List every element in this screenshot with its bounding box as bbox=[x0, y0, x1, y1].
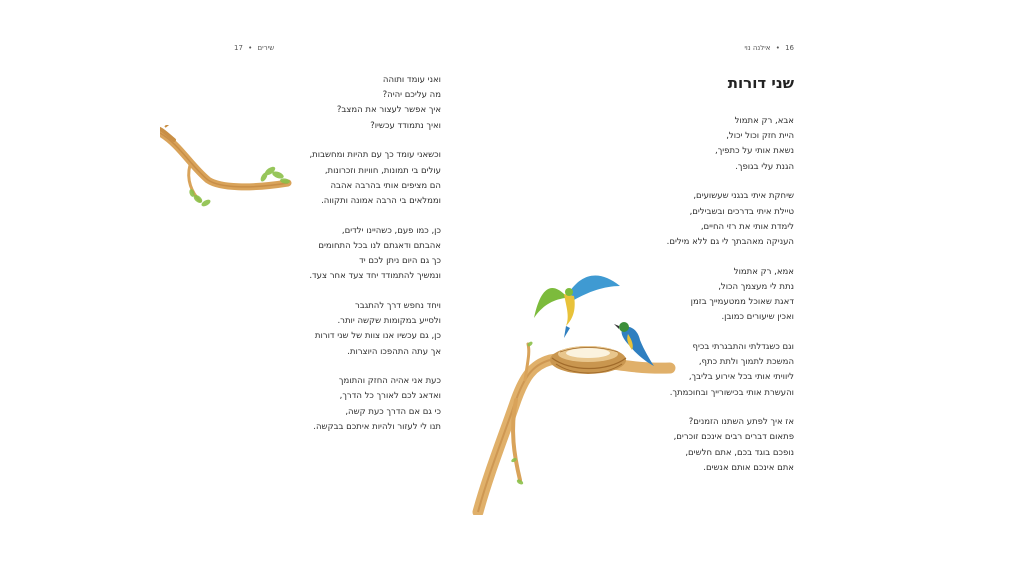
right-poem-line: שיחקת איתי בנגני שעשועים, bbox=[693, 191, 794, 202]
right-poem-line: נתת לי מעצמך הכול, bbox=[718, 281, 794, 292]
left-poem-line: איך אפשר לעצור את המצב? bbox=[336, 105, 441, 116]
right-poem-line: ואכין שיעורים כמובן. bbox=[721, 312, 794, 323]
poem-title: שני דורות bbox=[727, 74, 794, 92]
left-poem-line: ואיך נתמודד עכשיו? bbox=[370, 120, 441, 131]
right-poem-line: אתם אינכם אותם אנשים. bbox=[703, 462, 794, 473]
right-poem-line: והעשרת אותי בכישורייך ובחוכמתך. bbox=[669, 387, 794, 398]
left-poem-line: אהבתם ודאגתם לנו בכל התחומים bbox=[318, 240, 441, 251]
left-poem-line: ונמשיך להתמודד יחד צעד אחר צעד. bbox=[309, 271, 441, 282]
right-stanza bbox=[554, 114, 794, 175]
left-poem-line: ואדאג לכם לאורך כל הדרך, bbox=[339, 391, 441, 402]
right-poem-line: וגם כשגדלתי והתבגרתי בכיף bbox=[692, 341, 794, 352]
right-poem-line: היית חזק וכול יכול, bbox=[726, 131, 794, 142]
right-stanza bbox=[554, 189, 794, 250]
tree-nest-birds-illustration bbox=[470, 260, 680, 515]
left-poem-line: כעת אני אהיה החזק והתומך bbox=[338, 376, 441, 387]
right-poem-line: טיילת איתי בדרכים ובשבילים, bbox=[689, 206, 794, 217]
left-stanza bbox=[221, 224, 441, 285]
left-poem-line: כן, כמו פעם, כשהיינו ילדים, bbox=[341, 225, 441, 236]
flying-bird-icon bbox=[534, 276, 620, 338]
right-poem-line: אבא, רק אתמול bbox=[734, 116, 794, 126]
right-poem-line: ליוויתי אותי בכל אירוע בליבך, bbox=[688, 372, 794, 383]
left-section-title: שירים bbox=[257, 44, 275, 52]
left-poem-line: אך עתה התהפכו היוצרות. bbox=[347, 346, 441, 357]
left-poem-line: וכשאני עומד כך עם תהיות ומחשבות, bbox=[309, 150, 441, 161]
left-stanza bbox=[221, 299, 441, 360]
right-poem-line: דאגת שאוכל ממטעמייך בזמן bbox=[690, 297, 794, 308]
left-poem-line: הם מציפים אותי בהרבה אהבה bbox=[330, 180, 441, 191]
right-poem-line: לימדת אותי את רזי החיים, bbox=[700, 221, 794, 232]
right-running-head: 16 • אילנה נוי bbox=[744, 44, 794, 52]
right-poem-line: העניקה מאהבתך לי גם ללא מילים. bbox=[666, 236, 794, 247]
left-poem-line: ולסייע במקומות שקשה יותר. bbox=[337, 316, 441, 327]
right-poem-line: אז איך לפתע השתנו הזמנים? bbox=[688, 417, 794, 428]
branch-icon bbox=[160, 125, 288, 201]
left-branch-illustration bbox=[160, 125, 300, 215]
left-page-number: 17 bbox=[234, 44, 243, 52]
nest-icon bbox=[550, 346, 626, 374]
left-poem-line: וממלאים בי הרבה אמונה ותקווה. bbox=[321, 195, 441, 206]
left-poem-line: ויחד נחפש דרך להתגבר bbox=[355, 300, 441, 311]
left-poem-line: ואני עומד ותוהה bbox=[382, 75, 441, 85]
left-poem-line: כן, גם עכשיו אנו צוות של שני דורות bbox=[314, 331, 441, 342]
right-poem-line: נשאת אותי על כתפיך, bbox=[715, 146, 794, 157]
left-poem-line: מה עליכם יהיה? bbox=[382, 90, 441, 101]
left-stanza bbox=[221, 374, 441, 435]
right-poem-line: הגנת עלי בגופך. bbox=[735, 161, 794, 172]
right-poem-line: נופכם בוגד בכם, אתם חלשים, bbox=[685, 447, 794, 458]
left-poem-line: כי גם אם הדרך כעת קשה, bbox=[345, 406, 441, 417]
right-poem-line: פתאום דברים רבים אינכם זוכרים, bbox=[673, 432, 794, 443]
right-poem-line: אמא, רק אתמול bbox=[733, 266, 794, 277]
left-running-head: שירים • 17 bbox=[234, 44, 275, 52]
right-poem-line: המשכת לתמוך ולתת כתף, bbox=[698, 357, 794, 368]
left-page bbox=[160, 0, 515, 576]
left-poem-line: תנו לי לעזור ולהיות איתכם בבקשה. bbox=[313, 421, 441, 432]
left-poem-line: כך גם היום ניתן לכם יד bbox=[359, 256, 441, 267]
right-author-name: אילנה נוי bbox=[744, 44, 771, 52]
left-poem-line: עולים בי תמונות, חוויות וזכרונות, bbox=[324, 165, 441, 176]
right-page-number: 16 bbox=[785, 44, 794, 52]
